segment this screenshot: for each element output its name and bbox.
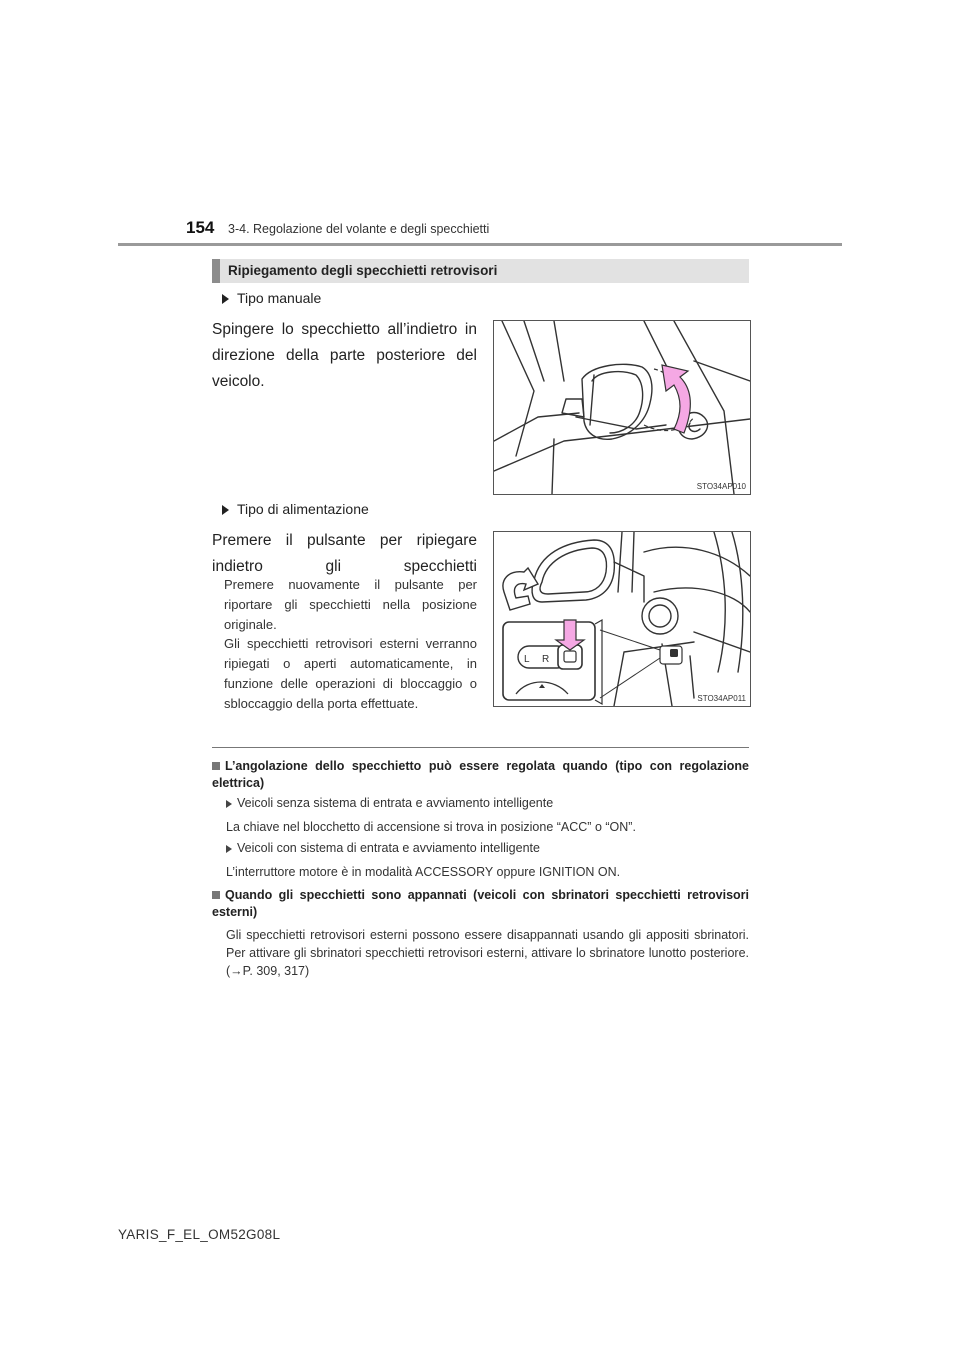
- triangle-bullet-icon: [222, 294, 229, 304]
- power-instruction: Premere il pulsante per ripiegare indietro gli specchietti: [212, 532, 477, 575]
- figure-power-fold: [493, 531, 751, 707]
- fold-arrow-icon: [662, 365, 690, 433]
- chapter-title: 3-4. Regolazione del volante e degli specchietti: [228, 222, 490, 236]
- manual-mirror-illustration: [494, 321, 750, 494]
- bullet-power-label: Tipo di alimentazione: [237, 501, 369, 517]
- note-fog-heading-text: Quando gli specchietti sono appannati (veicoli con sbrinatori specchietti retrovisori esterni): [212, 888, 749, 919]
- note-angle-heading: [212, 758, 749, 792]
- figure-code-manual: STO34AP010: [696, 482, 746, 491]
- bullet-manual: [222, 290, 321, 306]
- note-angle-text2: L’interruttore motore è in modalità ACCESSORY oppure IGNITION ON.: [226, 865, 621, 879]
- power-note-return: Premere nuovamente il pulsante per riportare gli specchietti nella posizione originale.: [224, 577, 477, 632]
- power-instruction-line1: [212, 528, 477, 580]
- header-rule: [118, 243, 842, 246]
- switch-left-label: L: [524, 654, 530, 665]
- bullet-power: [222, 501, 369, 517]
- square-bullet-icon: [212, 891, 220, 899]
- power-note-auto: Gli specchietti retrovisori esterni verranno ripiegati o aperti automaticamente, in funzione delle operazioni di bloccaggio o sbloccaggio della porta effettuate.: [224, 636, 477, 711]
- section-divider: [212, 747, 749, 748]
- note-fog-heading: [212, 887, 749, 921]
- note-angle-text1: La chiave nel blocchetto di accensione si trova in posizione “ACC” o “ON”.: [226, 820, 636, 834]
- section-accent: [212, 259, 220, 283]
- power-switch-illustration: [494, 532, 750, 706]
- figure-manual-fold: [493, 320, 751, 495]
- footer-doc-code: YARIS_F_EL_OM52G08L: [118, 1227, 281, 1242]
- section-title: Ripiegamento degli specchietti retrovisori: [228, 263, 498, 278]
- switch-right-label: R: [542, 654, 550, 665]
- note-angle-sub1-text: Veicoli senza sistema di entrata e avviamento intelligente: [237, 796, 554, 810]
- note-angle-sub2: [226, 841, 540, 855]
- manual-instruction: Spingere lo specchietto all’indietro in direzione della parte posteriore del veicolo.: [212, 321, 477, 390]
- triangle-bullet-icon: [222, 505, 229, 515]
- note-angle-heading-text: L’angolazione dello specchietto può essere regolata quando (tipo con regolazione elettrica): [212, 759, 749, 790]
- note-angle-sub2-text: Veicoli con sistema di entrata e avviamento intelligente: [237, 841, 540, 855]
- bullet-manual-label: Tipo manuale: [237, 290, 322, 306]
- figure-code-power: STO34AP011: [697, 694, 746, 703]
- triangle-bullet-icon: [226, 800, 232, 808]
- page-number: 154: [186, 218, 215, 237]
- triangle-bullet-icon: [226, 845, 232, 853]
- section-heading-bar: [212, 259, 749, 283]
- note-fog-text: Gli specchietti retrovisori esterni possono essere disappannati usando gli appositi sbrinatori. Per attivare gli sbrinatori specchietti retrovisori esterni, attivare lo sbrinatore lunotto posteriore. (→P. 309, 317): [226, 928, 749, 978]
- note-angle-sub1: [226, 796, 553, 810]
- square-bullet-icon: [212, 762, 220, 770]
